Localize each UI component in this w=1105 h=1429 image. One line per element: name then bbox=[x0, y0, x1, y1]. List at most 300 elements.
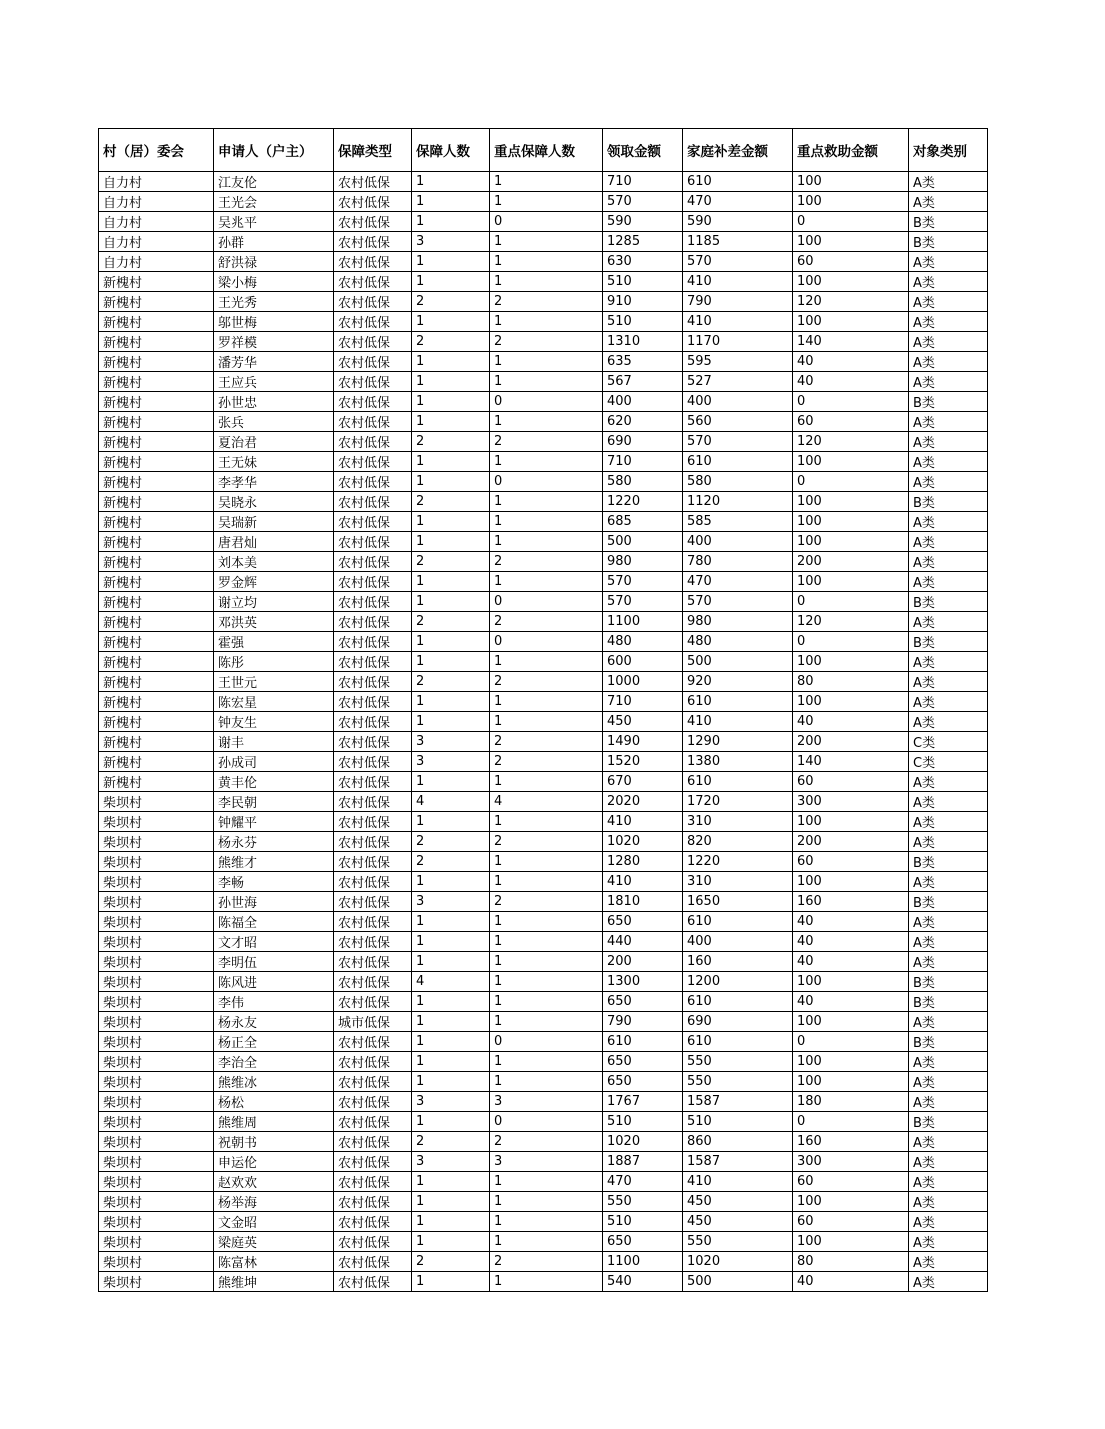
cell: 李民朝 bbox=[214, 792, 334, 812]
cell: 410 bbox=[683, 1172, 793, 1192]
cell: 610 bbox=[683, 692, 793, 712]
cell: 780 bbox=[683, 552, 793, 572]
table-row bbox=[99, 352, 988, 372]
cell: 2 bbox=[412, 672, 490, 692]
cell: 新槐村 bbox=[99, 512, 214, 532]
table-row bbox=[99, 432, 988, 452]
cell: 1 bbox=[490, 1052, 603, 1072]
cell: 3 bbox=[490, 1152, 603, 1172]
cell: 农村低保 bbox=[334, 732, 412, 752]
cell: 0 bbox=[793, 1112, 909, 1132]
table-row bbox=[99, 752, 988, 772]
table-row bbox=[99, 932, 988, 952]
cell: 钟友生 bbox=[214, 712, 334, 732]
cell: 孙成司 bbox=[214, 752, 334, 772]
cell: 2 bbox=[490, 612, 603, 632]
cell: 480 bbox=[683, 632, 793, 652]
cell: 1 bbox=[490, 812, 603, 832]
cell: 1 bbox=[490, 692, 603, 712]
cell: 610 bbox=[683, 452, 793, 472]
cell: 1767 bbox=[603, 1092, 683, 1112]
cell: 500 bbox=[683, 1272, 793, 1292]
cell: 谢立均 bbox=[214, 592, 334, 612]
cell: 120 bbox=[793, 292, 909, 312]
cell: 1 bbox=[412, 212, 490, 232]
cell: 王应兵 bbox=[214, 372, 334, 392]
cell: 1300 bbox=[603, 972, 683, 992]
cell: 1 bbox=[412, 872, 490, 892]
cell: 100 bbox=[793, 312, 909, 332]
cell: 0 bbox=[490, 212, 603, 232]
cell: 熊维坤 bbox=[214, 1272, 334, 1292]
cell: 新槐村 bbox=[99, 552, 214, 572]
cell: 1 bbox=[490, 1232, 603, 1252]
table-row bbox=[99, 832, 988, 852]
cell: 3 bbox=[490, 1092, 603, 1112]
cell: A类 bbox=[909, 1232, 988, 1252]
cell: B类 bbox=[909, 592, 988, 612]
cell: 2 bbox=[490, 1252, 603, 1272]
cell: 农村低保 bbox=[334, 912, 412, 932]
cell: 熊维冰 bbox=[214, 1072, 334, 1092]
cell: 农村低保 bbox=[334, 652, 412, 672]
cell: 40 bbox=[793, 992, 909, 1012]
table-row bbox=[99, 1032, 988, 1052]
cell: A类 bbox=[909, 1072, 988, 1092]
cell: 1 bbox=[412, 772, 490, 792]
cell: 农村低保 bbox=[334, 1132, 412, 1152]
cell: 城市低保 bbox=[334, 1012, 412, 1032]
cell: C类 bbox=[909, 732, 988, 752]
cell: 农村低保 bbox=[334, 632, 412, 652]
cell: 柴坝村 bbox=[99, 972, 214, 992]
welfare-subsidy-table bbox=[98, 128, 988, 1292]
cell: 100 bbox=[793, 872, 909, 892]
cell: 农村低保 bbox=[334, 232, 412, 252]
cell: 新槐村 bbox=[99, 612, 214, 632]
cell: 400 bbox=[683, 532, 793, 552]
header-key-covered-count: 重点保障人数 bbox=[490, 129, 603, 172]
cell: 570 bbox=[603, 192, 683, 212]
table-row bbox=[99, 412, 988, 432]
cell: 文才昭 bbox=[214, 932, 334, 952]
cell: 罗金辉 bbox=[214, 572, 334, 592]
cell: 1 bbox=[412, 372, 490, 392]
cell: 吴瑞新 bbox=[214, 512, 334, 532]
cell: A类 bbox=[909, 192, 988, 212]
cell: 梁庭英 bbox=[214, 1232, 334, 1252]
cell: 王光秀 bbox=[214, 292, 334, 312]
cell: 1100 bbox=[603, 612, 683, 632]
cell: 60 bbox=[793, 412, 909, 432]
cell: 2 bbox=[412, 492, 490, 512]
cell: 陈彤 bbox=[214, 652, 334, 672]
cell: 1 bbox=[490, 972, 603, 992]
cell: 100 bbox=[793, 1052, 909, 1072]
cell: B类 bbox=[909, 892, 988, 912]
cell: 3 bbox=[412, 1092, 490, 1112]
cell: 685 bbox=[603, 512, 683, 532]
cell: 3 bbox=[412, 1152, 490, 1172]
cell: 590 bbox=[603, 212, 683, 232]
cell: 孙世忠 bbox=[214, 392, 334, 412]
cell: 570 bbox=[683, 252, 793, 272]
cell: 农村低保 bbox=[334, 1052, 412, 1072]
cell: A类 bbox=[909, 652, 988, 672]
cell: 农村低保 bbox=[334, 712, 412, 732]
cell: 1 bbox=[490, 1212, 603, 1232]
table-row bbox=[99, 892, 988, 912]
table-row bbox=[99, 252, 988, 272]
cell: 40 bbox=[793, 932, 909, 952]
cell: 新槐村 bbox=[99, 292, 214, 312]
cell: 柴坝村 bbox=[99, 812, 214, 832]
cell: 440 bbox=[603, 932, 683, 952]
table-row bbox=[99, 192, 988, 212]
cell: 1 bbox=[490, 312, 603, 332]
cell: 550 bbox=[683, 1052, 793, 1072]
cell: 潘芳华 bbox=[214, 352, 334, 372]
table-row bbox=[99, 592, 988, 612]
cell: 农村低保 bbox=[334, 752, 412, 772]
cell: 柴坝村 bbox=[99, 1032, 214, 1052]
cell: A类 bbox=[909, 532, 988, 552]
cell: 1490 bbox=[603, 732, 683, 752]
cell: 农村低保 bbox=[334, 612, 412, 632]
cell: 140 bbox=[793, 752, 909, 772]
table-row bbox=[99, 472, 988, 492]
cell: 张兵 bbox=[214, 412, 334, 432]
cell: 400 bbox=[603, 392, 683, 412]
cell: 梁小梅 bbox=[214, 272, 334, 292]
cell: 310 bbox=[683, 872, 793, 892]
cell: B类 bbox=[909, 1112, 988, 1132]
cell: 3 bbox=[412, 232, 490, 252]
cell: 柴坝村 bbox=[99, 892, 214, 912]
cell: 1280 bbox=[603, 852, 683, 872]
cell: 80 bbox=[793, 1252, 909, 1272]
cell: 4 bbox=[412, 792, 490, 812]
cell: 农村低保 bbox=[334, 772, 412, 792]
cell: 1 bbox=[412, 712, 490, 732]
cell: 1650 bbox=[683, 892, 793, 912]
cell: 1 bbox=[490, 372, 603, 392]
cell: 2 bbox=[412, 1252, 490, 1272]
cell: 自力村 bbox=[99, 212, 214, 232]
cell: 1 bbox=[412, 172, 490, 192]
cell: 1 bbox=[412, 992, 490, 1012]
cell: 60 bbox=[793, 852, 909, 872]
cell: 100 bbox=[793, 1232, 909, 1252]
table-row bbox=[99, 652, 988, 672]
cell: 310 bbox=[683, 812, 793, 832]
cell: 650 bbox=[603, 1052, 683, 1072]
cell: 40 bbox=[793, 712, 909, 732]
cell: 1 bbox=[490, 712, 603, 732]
cell: 1 bbox=[412, 692, 490, 712]
cell: 1 bbox=[490, 272, 603, 292]
cell: 60 bbox=[793, 1172, 909, 1192]
cell: 新槐村 bbox=[99, 672, 214, 692]
cell: 钟耀平 bbox=[214, 812, 334, 832]
cell: 柴坝村 bbox=[99, 1212, 214, 1232]
cell: A类 bbox=[909, 1152, 988, 1172]
cell: 1 bbox=[412, 252, 490, 272]
cell: 550 bbox=[683, 1232, 793, 1252]
cell: 0 bbox=[793, 592, 909, 612]
cell: A类 bbox=[909, 332, 988, 352]
cell: 1120 bbox=[683, 492, 793, 512]
cell: 农村低保 bbox=[334, 1192, 412, 1212]
table-row bbox=[99, 492, 988, 512]
table-row bbox=[99, 1232, 988, 1252]
cell: 590 bbox=[683, 212, 793, 232]
cell: A类 bbox=[909, 692, 988, 712]
cell: 新槐村 bbox=[99, 492, 214, 512]
cell: 农村低保 bbox=[334, 312, 412, 332]
header-row bbox=[99, 129, 988, 172]
cell: 910 bbox=[603, 292, 683, 312]
cell: 0 bbox=[490, 1032, 603, 1052]
cell: 120 bbox=[793, 612, 909, 632]
cell: 610 bbox=[683, 912, 793, 932]
header-security-type: 保障类型 bbox=[334, 129, 412, 172]
cell: 580 bbox=[603, 472, 683, 492]
cell: 100 bbox=[793, 272, 909, 292]
cell: 1 bbox=[412, 1052, 490, 1072]
cell: 2 bbox=[490, 832, 603, 852]
cell: 410 bbox=[603, 812, 683, 832]
cell: 60 bbox=[793, 772, 909, 792]
cell: B类 bbox=[909, 392, 988, 412]
cell: 王光会 bbox=[214, 192, 334, 212]
cell: 农村低保 bbox=[334, 672, 412, 692]
cell: 300 bbox=[793, 1152, 909, 1172]
cell: 480 bbox=[603, 632, 683, 652]
table-row bbox=[99, 1012, 988, 1032]
cell: A类 bbox=[909, 792, 988, 812]
cell: 300 bbox=[793, 792, 909, 812]
cell: 400 bbox=[683, 392, 793, 412]
cell: 赵欢欢 bbox=[214, 1172, 334, 1192]
cell: 1 bbox=[412, 1072, 490, 1092]
cell: 2 bbox=[490, 732, 603, 752]
cell: 柴坝村 bbox=[99, 792, 214, 812]
cell: 农村低保 bbox=[334, 212, 412, 232]
cell: A类 bbox=[909, 932, 988, 952]
cell: 160 bbox=[683, 952, 793, 972]
cell: 杨永芬 bbox=[214, 832, 334, 852]
cell: 920 bbox=[683, 672, 793, 692]
cell: 农村低保 bbox=[334, 1112, 412, 1132]
cell: 新槐村 bbox=[99, 692, 214, 712]
cell: 1 bbox=[490, 1012, 603, 1032]
cell: 新槐村 bbox=[99, 312, 214, 332]
cell: 李明伍 bbox=[214, 952, 334, 972]
cell: 1 bbox=[490, 492, 603, 512]
cell: 李孝华 bbox=[214, 472, 334, 492]
cell: 农村低保 bbox=[334, 972, 412, 992]
cell: 540 bbox=[603, 1272, 683, 1292]
cell: 1 bbox=[412, 532, 490, 552]
cell: 790 bbox=[603, 1012, 683, 1032]
cell: 140 bbox=[793, 332, 909, 352]
cell: 40 bbox=[793, 912, 909, 932]
cell: 2 bbox=[490, 332, 603, 352]
cell: 100 bbox=[793, 1192, 909, 1212]
cell: 1 bbox=[412, 192, 490, 212]
table-row bbox=[99, 572, 988, 592]
cell: 农村低保 bbox=[334, 372, 412, 392]
cell: 820 bbox=[683, 832, 793, 852]
table-row bbox=[99, 1132, 988, 1152]
cell: 100 bbox=[793, 572, 909, 592]
cell: 610 bbox=[683, 1032, 793, 1052]
table-row bbox=[99, 1252, 988, 1272]
cell: A类 bbox=[909, 512, 988, 532]
cell: 1 bbox=[490, 412, 603, 432]
cell: 1 bbox=[490, 932, 603, 952]
cell: 1220 bbox=[603, 492, 683, 512]
cell: 690 bbox=[603, 432, 683, 452]
cell: 1 bbox=[412, 352, 490, 372]
cell: A类 bbox=[909, 1252, 988, 1272]
cell: 祝朝书 bbox=[214, 1132, 334, 1152]
cell: 470 bbox=[683, 192, 793, 212]
cell: 710 bbox=[603, 452, 683, 472]
table-row bbox=[99, 532, 988, 552]
cell: 510 bbox=[603, 1112, 683, 1132]
cell: 3 bbox=[412, 752, 490, 772]
table-row bbox=[99, 1212, 988, 1232]
cell: A类 bbox=[909, 1212, 988, 1232]
cell: 新槐村 bbox=[99, 332, 214, 352]
cell: 550 bbox=[683, 1072, 793, 1092]
header-covered-count: 保障人数 bbox=[412, 129, 490, 172]
cell: 2 bbox=[412, 432, 490, 452]
cell: 舒洪禄 bbox=[214, 252, 334, 272]
cell: A类 bbox=[909, 172, 988, 192]
cell: 农村低保 bbox=[334, 892, 412, 912]
cell: 0 bbox=[793, 392, 909, 412]
cell: 635 bbox=[603, 352, 683, 372]
cell: 1810 bbox=[603, 892, 683, 912]
cell: 1310 bbox=[603, 332, 683, 352]
cell: 刘本美 bbox=[214, 552, 334, 572]
table-row bbox=[99, 312, 988, 332]
cell: A类 bbox=[909, 1012, 988, 1032]
cell: A类 bbox=[909, 1192, 988, 1212]
cell: 李治全 bbox=[214, 1052, 334, 1072]
cell: 1587 bbox=[683, 1152, 793, 1172]
cell: 1 bbox=[412, 312, 490, 332]
cell: 1290 bbox=[683, 732, 793, 752]
cell: 40 bbox=[793, 1272, 909, 1292]
cell: 100 bbox=[793, 172, 909, 192]
table-row bbox=[99, 972, 988, 992]
cell: A类 bbox=[909, 1052, 988, 1072]
cell: 柴坝村 bbox=[99, 1192, 214, 1212]
header-object-category: 对象类别 bbox=[909, 129, 988, 172]
cell: 100 bbox=[793, 512, 909, 532]
cell: 2 bbox=[490, 752, 603, 772]
cell: 2 bbox=[490, 292, 603, 312]
cell: 610 bbox=[683, 772, 793, 792]
cell: 1100 bbox=[603, 1252, 683, 1272]
cell: 980 bbox=[603, 552, 683, 572]
table-row bbox=[99, 232, 988, 252]
cell: 100 bbox=[793, 492, 909, 512]
cell: 柴坝村 bbox=[99, 952, 214, 972]
cell: 710 bbox=[603, 692, 683, 712]
cell: 1020 bbox=[683, 1252, 793, 1272]
cell: 杨正全 bbox=[214, 1032, 334, 1052]
cell: 杨松 bbox=[214, 1092, 334, 1112]
cell: 农村低保 bbox=[334, 512, 412, 532]
cell: 100 bbox=[793, 972, 909, 992]
cell: 新槐村 bbox=[99, 272, 214, 292]
cell: 100 bbox=[793, 812, 909, 832]
cell: B类 bbox=[909, 632, 988, 652]
cell: 1380 bbox=[683, 752, 793, 772]
cell: 2 bbox=[490, 672, 603, 692]
cell: 510 bbox=[603, 272, 683, 292]
table-row bbox=[99, 392, 988, 412]
cell: 新槐村 bbox=[99, 732, 214, 752]
cell: A类 bbox=[909, 432, 988, 452]
cell: 自力村 bbox=[99, 172, 214, 192]
cell: A类 bbox=[909, 1172, 988, 1192]
cell: 100 bbox=[793, 452, 909, 472]
cell: 孙世海 bbox=[214, 892, 334, 912]
cell: 柴坝村 bbox=[99, 852, 214, 872]
cell: 410 bbox=[683, 312, 793, 332]
table-row bbox=[99, 872, 988, 892]
cell: 0 bbox=[793, 1032, 909, 1052]
cell: 陈宏星 bbox=[214, 692, 334, 712]
cell: 文金昭 bbox=[214, 1212, 334, 1232]
cell: 570 bbox=[683, 432, 793, 452]
cell: 柴坝村 bbox=[99, 992, 214, 1012]
cell: 农村低保 bbox=[334, 432, 412, 452]
cell: 1285 bbox=[603, 232, 683, 252]
table-row bbox=[99, 912, 988, 932]
cell: 2 bbox=[412, 852, 490, 872]
cell: 2 bbox=[412, 552, 490, 572]
cell: 杨举海 bbox=[214, 1192, 334, 1212]
cell: 柴坝村 bbox=[99, 1052, 214, 1072]
cell: 新槐村 bbox=[99, 452, 214, 472]
cell: 农村低保 bbox=[334, 252, 412, 272]
cell: 农村低保 bbox=[334, 392, 412, 412]
cell: 农村低保 bbox=[334, 792, 412, 812]
table-row bbox=[99, 692, 988, 712]
cell: 1 bbox=[490, 852, 603, 872]
cell: 710 bbox=[603, 172, 683, 192]
cell: 柴坝村 bbox=[99, 912, 214, 932]
cell: 200 bbox=[793, 832, 909, 852]
cell: 农村低保 bbox=[334, 1172, 412, 1192]
cell: 柴坝村 bbox=[99, 1132, 214, 1152]
cell: 陈风进 bbox=[214, 972, 334, 992]
cell: 650 bbox=[603, 992, 683, 1012]
cell: 560 bbox=[683, 412, 793, 432]
cell: 1 bbox=[412, 1172, 490, 1192]
cell: A类 bbox=[909, 812, 988, 832]
table-row bbox=[99, 1152, 988, 1172]
header-applicant: 申请人（户主） bbox=[214, 129, 334, 172]
cell: 2 bbox=[412, 832, 490, 852]
